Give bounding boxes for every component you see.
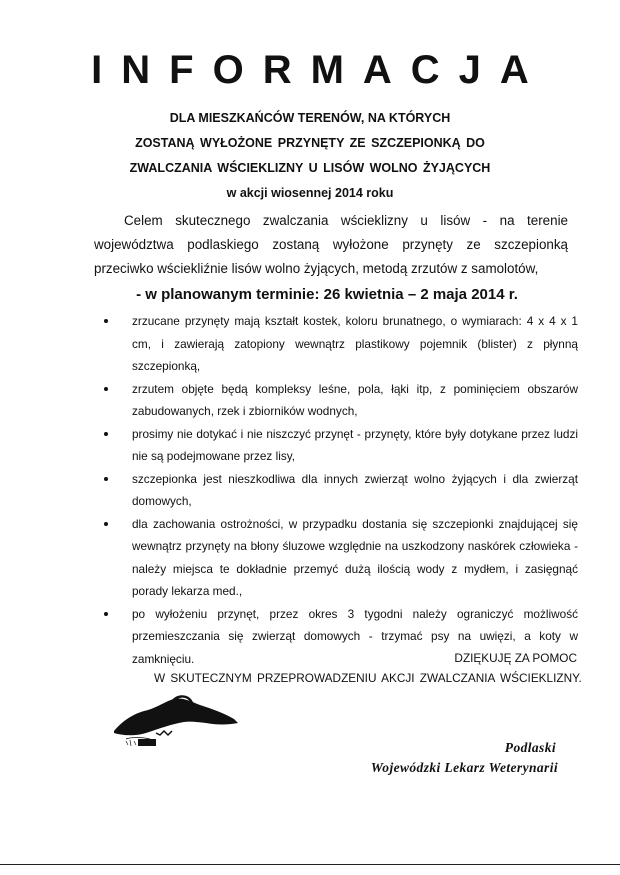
thanks-line-1: DZIĘKUJĘ ZA POMOC [454,651,577,665]
list-item [102,513,578,603]
bullet-icon [104,522,108,526]
list-item [102,378,578,423]
list-item-text: prosimy nie dotykać i nie niszczyć przynęt - przynęty, które były dotykane przez ludzi nie są podejmowane przez lisy, [132,426,578,463]
subtitle-line-2: ZOSTANĄ WYŁOŻONE PRZYNĘTY ZE SZCZEPIONKĄ DO [135,136,485,150]
list-item [102,468,578,513]
signature-scribble [112,695,242,755]
bottom-divider [0,864,620,865]
bullet-icon [104,387,108,391]
planned-term: - w planowanym terminie: 26 kwietnia – 2 maja 2014 r. [136,286,518,303]
bullet-icon [104,477,108,481]
thanks-line-2: W SKUTECZNYM PRZEPROWADZENIU AKCJI ZWALCZANIA WŚCIEKLIZNY. [154,671,582,685]
list-item-text: po wyłożeniu przynęt, przez okres 3 tygodni należy ograniczyć możliwość przemieszczania się zwierząt domowych - trzymać psy na uwięzi, a koty w zamknięciu. [132,606,578,666]
list-item [102,423,578,468]
list-item-text: dla zachowania ostrożności, w przypadku dostania się szczepionki znajdującej się wewnątrz przynęty na błony śluzowe względnie na uszkodzony naskórek człowieka - należy miejsca te dokładnie przemyć dużą ilością wody z mydłem, i zasięgnąć porady lekarza med., [132,516,578,598]
list-item-text: szczepionka jest nieszkodliwa dla innych zwierząt wolno żyjących i dla zwierząt domowych, [132,471,578,508]
intro-text: Celem skutecznego zwalczania wścieklizny u lisów - na terenie województwa podlaskiego zostaną wyłożone przynęty ze szczepionką przeciwko wściekliźnie lisów wolno żyjących, metodą zrzutów z samolotów, [94,213,568,276]
bullet-list [102,310,578,670]
bullet-icon [104,432,108,436]
subtitle-line-1: DLA MIESZKAŃCÓW TERENÓW, NA KTÓRYCH [169,111,451,125]
signature-title-line-1: Podlaski [504,740,556,755]
intro-paragraph [94,209,568,281]
list-item-text: zrzucane przynęty mają kształt kostek, koloru brunatnego, o wymiarach: 4 x 4 x 1 cm, i zawierają zatopiony wewnątrz plastikowy pojemnik (blister) z płynną szczepionką, [132,314,578,373]
list-item [102,310,578,378]
subtitle-line-4: w akcji wiosennej 2014 roku [226,186,394,200]
signature-title-line-2: Wojewódzki Lekarz Weterynarii [370,760,558,775]
bullet-icon [104,612,108,616]
document-title: INFORMACJA [91,48,548,92]
bullet-icon [104,319,108,323]
subtitle-line-3: ZWALCZANIA WŚCIEKLIZNY U LISÓW WOLNO ŻYJĄCYCH [129,161,491,175]
list-item-text: zrzutem objęte będą kompleksy leśne, pola, łąki itp, z pominięciem obszarów zabudowanych, rzek i zbiorników wodnych, [132,381,578,418]
